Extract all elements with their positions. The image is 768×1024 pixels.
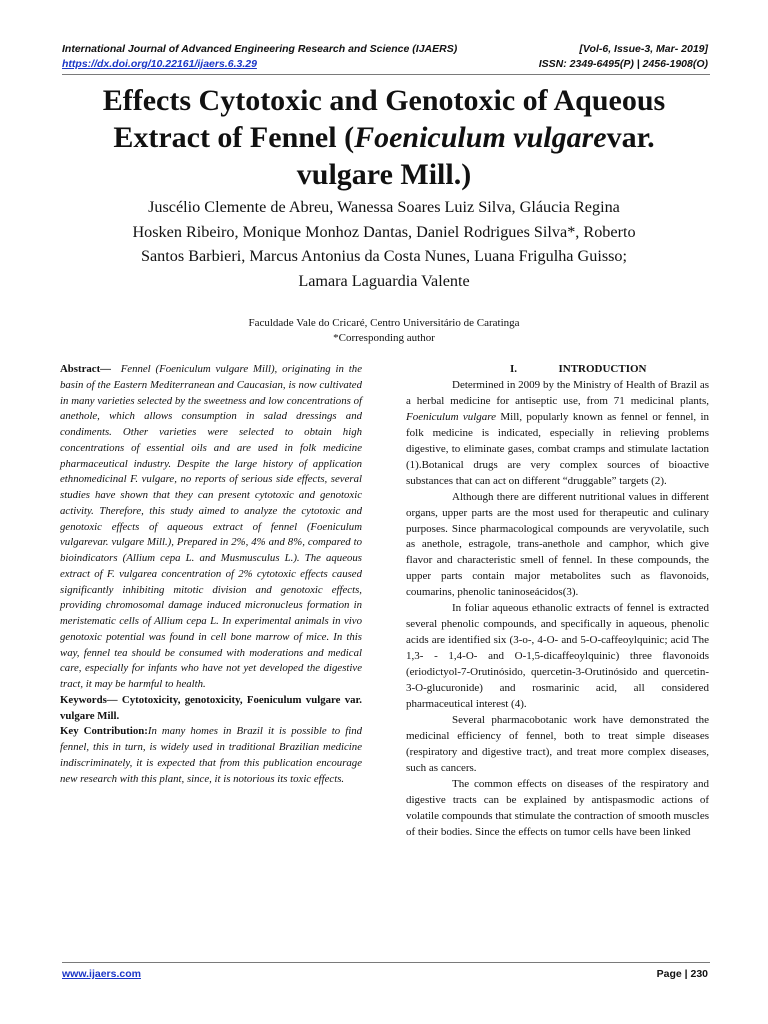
section-heading	[406, 362, 709, 378]
title-line-3: vulgare Mill.)	[296, 158, 472, 191]
intro-paragraph-4: Several pharmacobotanic work have demonstrated the medicinal efficiency of fennel, both to treat simple diseases (respiratory and digestive tract), and treat more complex diseases, such as cancers.	[406, 713, 709, 774]
key-contribution-text: In many homes in Brazil it is possible to find fennel, this in turn, is widely used in traditional Brazilian medicine indiscriminately, it is expected that from this publication encourage new research with this plant, since, it is notorious its toxic effects.	[60, 725, 363, 785]
intro-p1-b: Mill, popularly known as fennel or fennel, in folk medicine is indicated, especially in relieving problems digestive, to eliminate gases, combat cramps and stimulate lactation (1).Botanical drugs are very complex sources of bioactive substances that can act on different “druggable” targets (2).	[406, 410, 710, 487]
abstract-column	[60, 362, 362, 787]
keywords	[60, 693, 362, 725]
institution: Faculdade Vale do Cricaré, Centro Universitário de Caratinga	[248, 317, 520, 329]
key-contribution-label: Key Contribution:	[60, 725, 148, 738]
intro-paragraph-5: The common effects on diseases of the respiratory and digestive tracts can be explained by antispasmodic actions of volatile compounds that stimulate the contraction of smooth muscles of their bodies. Since the effects on tumor cells have been linked	[406, 777, 709, 838]
paper-title	[40, 82, 728, 193]
footer-rule	[62, 962, 710, 963]
abstract	[60, 362, 362, 693]
introduction-column	[406, 362, 709, 841]
abstract-text: Fennel (Foeniculum vulgare Mill), originating in the basin of the Eastern Mediterranean and Caucasian, is now cultivated in many varieties selected by the sweetness and low concentrations of anethole, which allows consumption in salad dressings and condiments. Other varieties were selected to obtain high concentrations of essential oils and are used in folk medicine pharmaceutical industry. Despite the large history of application ethnomedicinal F. vulgare, no reports of serious side effects, several studies have shown that they can present cytotoxic and genotoxic activity. Therefore, this study aimed to analyze the cytotoxic and genotoxic effects of aqueous extract of fennel (Foeniculum vulgarevar. vulgare Mill.), Prepared in 2%, 4% and 8%, compared to bioindicators (Allium cepa L. and Musmusculus L.). The aqueous extract of F. vulgarea concentration of 2% cytotoxic effects caused significantly inhibiting mitotic division and genotoxic effects, providing chromosomal damage induced micronucleus formation in meristematic cells of Allium cepa L. In experimental animals in vivo genotoxic potential was found in cell bone marrow of mice. In this way, fennel tea should be consumed with moderations and medical care, especially for infants who have not yet developed the digestive tract, it may be harmful to health.	[60, 363, 362, 690]
abstract-label: Abstract—	[60, 363, 111, 375]
volume-issue: [Vol-6, Issue-3, Mar- 2019]	[579, 43, 708, 55]
intro-paragraph-3: In foliar aqueous ethanolic extracts of fennel is extracted several phenolic compounds, and specifically in aqueous, phenolic acids are identified six (3-o-, 4-O- and 5-O-caffeoylquinic; acid The 1,3- - 1,4-O- and O-1,5-dicaffeoylquinic) three flavonoids (eriodictyol-7-Orutinósido, quercetin-3-Orutinósido and quercetin-3-O-glucuronide) and rosmarinic acid, all considered pharmaceutical interest (4).	[406, 602, 709, 711]
author-line-4: Lamara Laguardia Valente	[298, 271, 470, 290]
journal-name: International Journal of Advanced Engineering Research and Science (IJAERS)	[62, 43, 458, 55]
affiliation	[100, 316, 668, 346]
author-line-3: Santos Barbieri, Marcus Antonius da Costa Nunes, Luana Frigulha Guisso;	[140, 247, 628, 265]
title-line-1: Effects Cytotoxic and Genotoxic of Aqueous	[102, 84, 666, 117]
issn: ISSN: 2349-6495(P) | 2456-1908(O)	[538, 58, 708, 70]
author-list	[50, 195, 718, 293]
keywords-text: Cytotoxicity, genotoxicity, Foeniculum vulgare var. vulgare Mill.	[60, 693, 362, 722]
intro-p1-species: Foeniculum vulgare	[406, 410, 497, 423]
intro-p1-a: Determined in 2009 by the Ministry of Health of Brazil as a herbal medicine for antiseptic use, from 71 medicinal plants,	[406, 378, 709, 407]
title-line-2-pre: Extract of Fennel (	[113, 121, 355, 154]
intro-paragraph-2: Although there are different nutritional values in different organs, upper parts are the most used for therapeutic and culinary purposes. Since pharmacological compounds are veryvolatile, such as anethole, estragole, trans-anethole and camphor, which give flavor and characteristic smell of fennel. In these compounds, the upper parts contain major metabolites such as flavonoids, coumarins, phenolic taninoseácidos(3).	[406, 490, 709, 599]
corresponding-note: *Corresponding author	[333, 332, 435, 344]
title-line-2	[40, 119, 728, 156]
site-link[interactable]: www.ijaers.com	[62, 968, 141, 980]
keywords-label: Keywords—	[60, 693, 118, 706]
title-species: Foeniculum vulgare	[354, 121, 607, 154]
intro-paragraph-1	[406, 378, 709, 490]
title-line-2-post: var.	[606, 121, 655, 154]
author-line-2: Hosken Ribeiro, Monique Monhoz Dantas, Daniel Rodrigues Silva*, Roberto	[132, 222, 636, 241]
doi-link[interactable]: https://dx.doi.org/10.22161/ijaers.6.3.29	[62, 58, 257, 70]
section-number: I.	[509, 363, 517, 375]
section-title: INTRODUCTION	[558, 363, 647, 375]
page-number: Page | 230	[656, 968, 708, 980]
author-line-1: Juscélio Clemente de Abreu, Wanessa Soares Luiz Silva, Gláucia Regina	[148, 198, 620, 216]
key-contribution	[60, 724, 362, 787]
header-rule	[62, 74, 710, 75]
